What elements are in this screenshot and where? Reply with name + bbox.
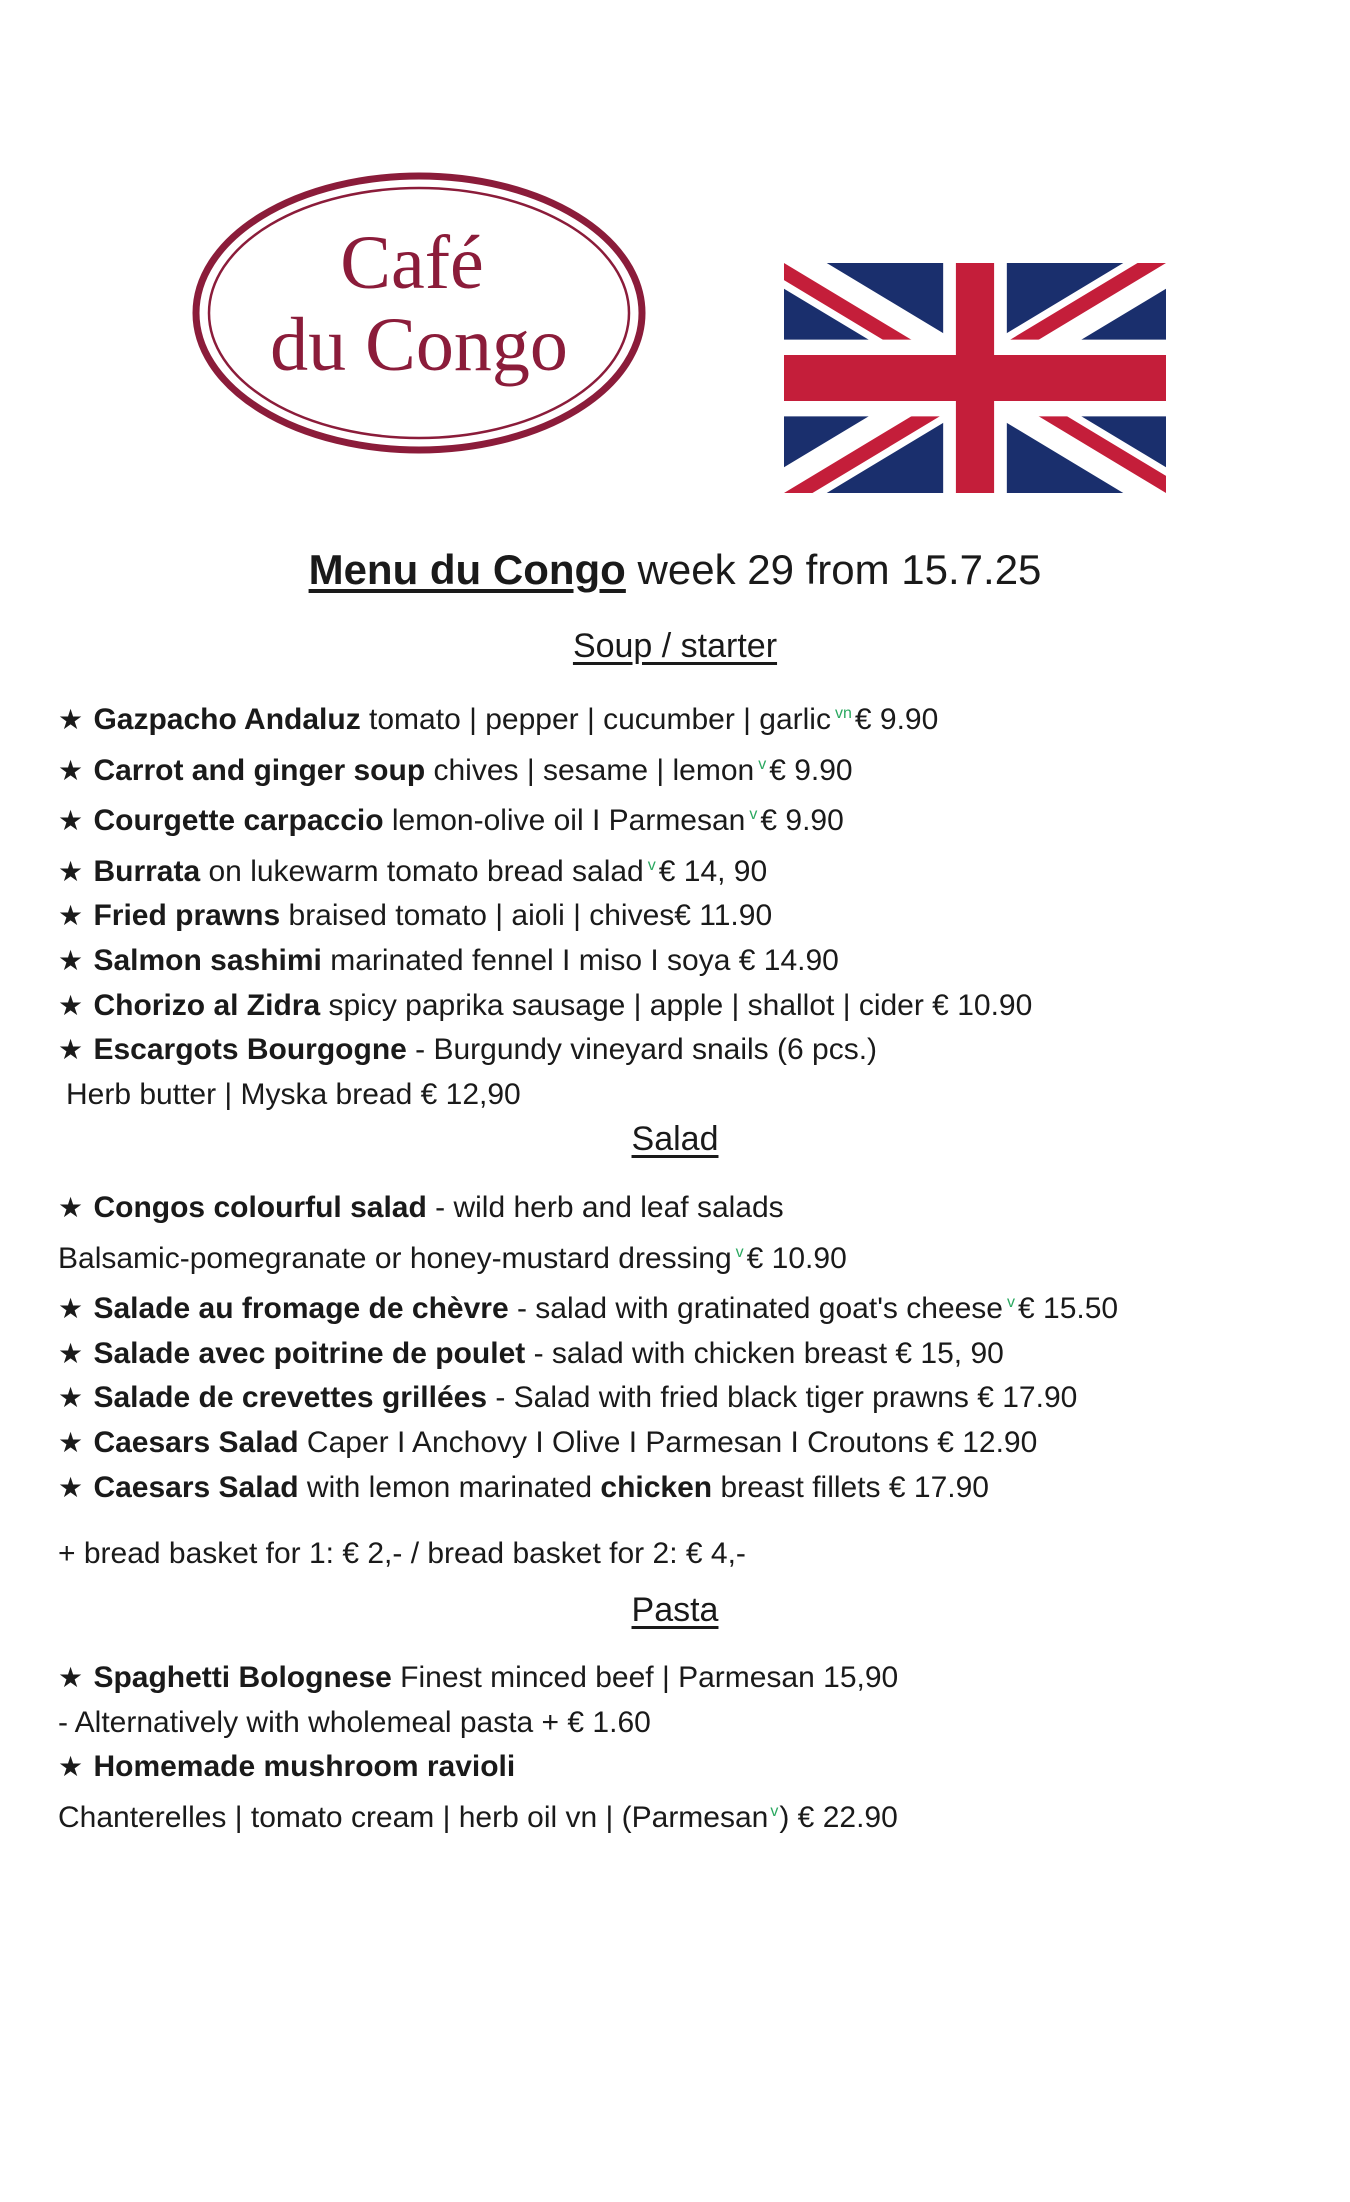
star-icon: ★ <box>58 1382 84 1414</box>
item-name: Caesars Salad <box>93 1470 299 1504</box>
menu-item <box>58 894 1318 939</box>
star-icon: ★ <box>58 805 84 837</box>
star-icon: ★ <box>58 1662 84 1693</box>
menu-item <box>58 1281 1318 1332</box>
menu-item <box>58 793 1318 844</box>
star-icon: ★ <box>58 1034 84 1066</box>
star-icon: ★ <box>58 1471 84 1503</box>
star-icon: ★ <box>58 754 84 786</box>
item-desc: chives | sesame | lemon <box>425 753 755 787</box>
item-name: Homemade mushroom ravioli <box>93 1750 516 1784</box>
item-name: Salade au fromage de chèvre <box>93 1292 509 1326</box>
item-name: Spaghetti Bolognese <box>93 1661 392 1694</box>
star-icon: ★ <box>58 944 84 976</box>
item-name: Courgette carpaccio <box>93 804 384 838</box>
item-name: Salmon sashimi <box>93 943 322 977</box>
vegan-tag: vn <box>834 705 852 722</box>
item-price: ) € 22.90 <box>779 1800 898 1834</box>
item-desc: Chanterelles | tomato cream | herb oil vn | (Parmesan <box>58 1800 769 1834</box>
item-name: Escargots Bourgogne <box>93 1033 407 1067</box>
item-desc: with lemon marinated <box>298 1470 601 1504</box>
menu-item <box>58 1745 1318 1790</box>
item-desc: braised tomato | aioli | chives€ 11.90 <box>280 899 773 933</box>
menu-item <box>58 1376 1318 1421</box>
item-price: € 9.90 <box>854 703 939 736</box>
menu-item <box>58 1186 1318 1231</box>
bread-basket-note: + bread basket for 1: € 2,- / bread basket for 2: € 4,- <box>58 1537 746 1571</box>
star-icon: ★ <box>58 1426 84 1458</box>
menu-item <box>58 984 1318 1029</box>
item-desc: - Salad with fried black tiger prawns € 17.90 <box>487 1381 1078 1415</box>
item-name: Salade de crevettes grillées <box>93 1381 488 1415</box>
vegetarian-tag: v <box>735 1243 744 1261</box>
item-desc: on lukewarm tomato bread salad <box>200 854 644 888</box>
vegetarian-tag: v <box>758 755 767 773</box>
menu-item <box>58 1466 1318 1511</box>
item-price: € 10.90 <box>746 1241 847 1275</box>
pasta-list <box>58 1656 1318 1840</box>
item-desc: marinated fennel I miso I soya € 14.90 <box>321 943 839 977</box>
star-icon: ★ <box>58 855 84 887</box>
menu-item <box>58 1332 1318 1377</box>
vegetarian-tag: v <box>647 856 656 874</box>
item-desc: - salad with chicken breast € 15, 90 <box>525 1336 1004 1370</box>
item-desc: Balsamic-pomegranate or honey-mustard dressing <box>58 1241 732 1275</box>
menu-title <box>0 542 1350 598</box>
item-name: Gazpacho Andaluz <box>93 703 361 736</box>
item-desc: Finest minced beef | Parmesan 15,90 <box>391 1661 899 1694</box>
menu-title-week: week 29 from 15.7.25 <box>637 546 1042 593</box>
item-price: € 9.90 <box>760 804 844 838</box>
item-desc: tomato | pepper | cucumber | garlic <box>360 703 831 736</box>
item-name: Chorizo al Zidra <box>93 988 321 1022</box>
item-name: Caesars Salad <box>93 1425 299 1459</box>
item-name: Burrata <box>93 854 201 888</box>
item-desc: - Burgundy vineyard snails (6 pcs.) <box>406 1033 878 1067</box>
menu-item <box>58 743 1318 794</box>
item-price: € 15.50 <box>1018 1292 1119 1326</box>
star-icon: ★ <box>58 1293 84 1325</box>
menu-item <box>58 692 1318 743</box>
menu-title-name: Menu du Congo <box>308 546 626 593</box>
menu-item <box>58 844 1318 895</box>
item-desc: breast fillets € 17.90 <box>712 1470 989 1504</box>
section-title-soup: Soup / starter <box>572 627 778 665</box>
section-title-salad: Salad <box>631 1120 719 1158</box>
item-continuation <box>58 1231 1318 1282</box>
item-desc-bold: chicken <box>600 1470 713 1504</box>
star-icon: ★ <box>58 1751 84 1783</box>
item-name: Fried prawns <box>93 899 281 933</box>
star-icon: ★ <box>58 989 84 1021</box>
item-name: Congos colourful salad <box>93 1191 427 1224</box>
item-desc: - salad with gratinated goat's cheese <box>508 1292 1003 1326</box>
star-icon: ★ <box>58 1192 84 1223</box>
item-name: Carrot and ginger soup <box>93 753 426 787</box>
item-continuation: - Alternatively with wholemeal pasta + € 1.60 <box>58 1705 651 1739</box>
item-desc: lemon-olive oil I Parmesan <box>383 804 746 838</box>
vegetarian-tag: v <box>1007 1294 1015 1312</box>
cafe-du-congo-logo <box>190 170 648 456</box>
menu-item <box>58 1028 1318 1073</box>
salad-list <box>58 1186 1318 1577</box>
star-icon: ★ <box>58 704 84 735</box>
star-icon: ★ <box>58 1337 84 1369</box>
star-icon: ★ <box>58 900 84 932</box>
item-name: Salade avec poitrine de poulet <box>93 1336 526 1370</box>
item-desc: spicy paprika sausage | apple | shallot | cider € 10.90 <box>320 988 1033 1022</box>
logo-line-1: Café <box>340 221 484 305</box>
vegetarian-tag: v <box>770 1802 779 1820</box>
menu-item <box>58 1656 1318 1701</box>
section-title-pasta: Pasta <box>631 1591 719 1629</box>
item-desc: Caper I Anchovy I Olive I Parmesan I Croutons € 12.90 <box>298 1425 1038 1459</box>
uk-flag-icon <box>784 263 1166 493</box>
soup-list <box>58 692 1318 1117</box>
item-desc: - wild herb and leaf salads <box>426 1191 784 1224</box>
item-price: € 9.90 <box>769 753 853 787</box>
item-price: € 14, 90 <box>658 854 768 888</box>
logo-line-2: du Congo <box>270 303 568 387</box>
menu-item <box>58 939 1318 984</box>
menu-item <box>58 1421 1318 1466</box>
item-continuation: Herb butter | Myska bread € 12,90 <box>66 1077 521 1111</box>
item-continuation <box>58 1790 1318 1841</box>
vegetarian-tag: v <box>749 806 758 824</box>
